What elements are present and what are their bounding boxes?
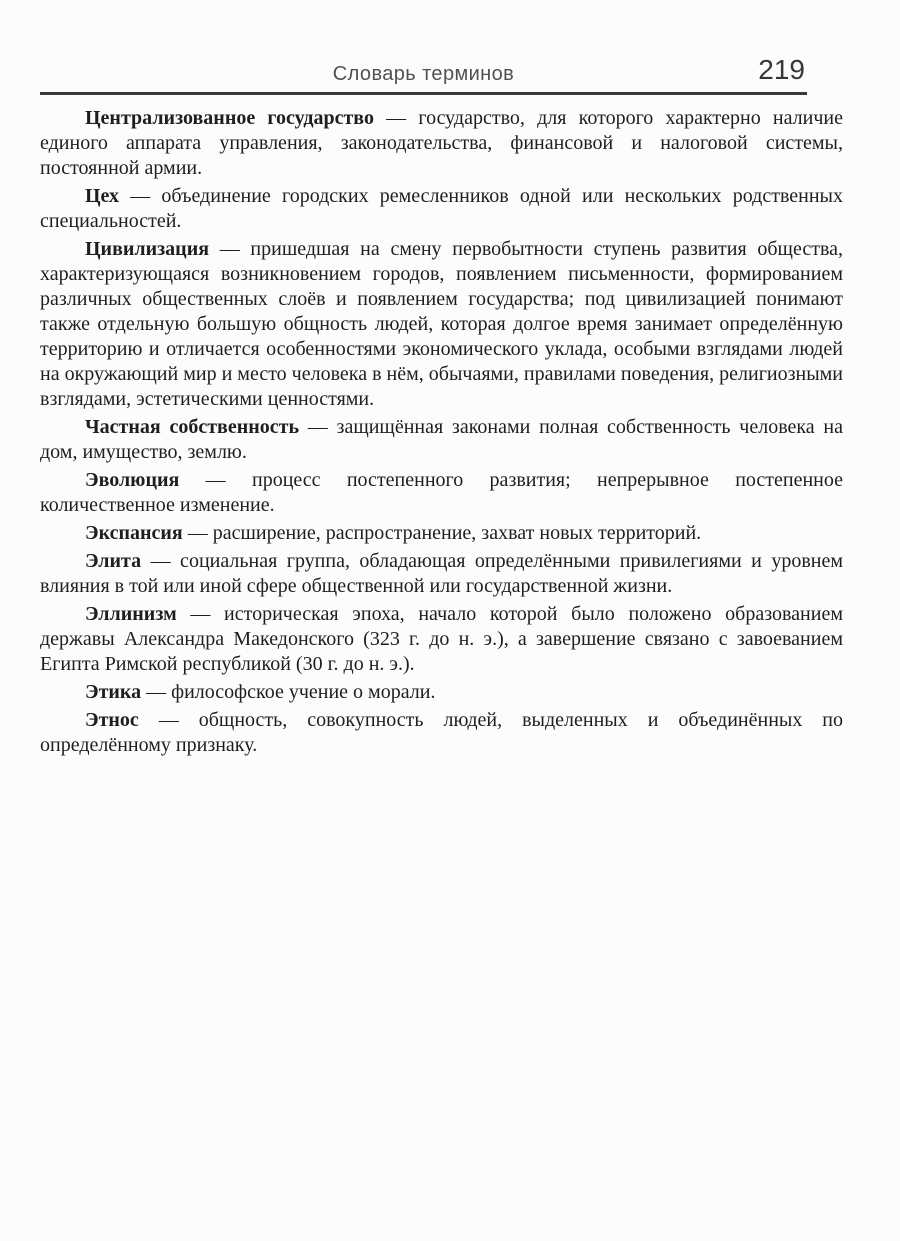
definition: — процесс постепенного развития; непрерывное постепенное количественное изменение. (40, 469, 843, 516)
term: Эволюция (85, 469, 180, 491)
glossary-entry (40, 549, 843, 599)
definition: — философское учение о морали. (146, 681, 436, 703)
definition: — историческая эпоха, начало которой было положено образованием державы Александра Македонского (323 г. до н. э.), а завершение связано с завоеванием Египта Римской республикой (30 г. до н. э.). (40, 603, 843, 675)
term: Элита (85, 550, 142, 572)
glossary-entry (40, 680, 843, 705)
header-title: Словарь терминов (332, 63, 515, 85)
header-divider (40, 92, 807, 95)
term: Цех (85, 185, 120, 207)
definition: — социальная группа, обладающая определёнными привилегиями и уровнем влияния в той или иной сфере общественной или государственной жизни. (40, 550, 843, 597)
term: Частная собственность (85, 416, 300, 438)
glossary-entry (40, 237, 843, 412)
term: Этнос (85, 709, 139, 731)
definition: — государство, для которого характерно наличие единого аппарата управления, законодательства, финансовой и налоговой системы, постоянной армии. (40, 107, 844, 179)
glossary-entry (40, 602, 843, 677)
term: Цивилизация (85, 238, 210, 260)
term: Централизованное государство (85, 107, 374, 129)
glossary-entry (40, 468, 843, 518)
glossary-entry (40, 106, 843, 181)
definition: — защищённая законами полная собственность человека на дом, имущество, землю. (40, 416, 844, 463)
definition: — пришедшая на смену первобытности ступень развития общества, характеризующаяся возникновением городов, появлением письменности, формированием различных общественных слоёв и появлением государства; под цивилизацией понимают также отдельную большую общность людей, которая долгое время занимает определённую территорию и отличается особенностями экономического уклада, особыми взглядами людей на окружающий мир и место человека в нём, обычаями, правилами поведения, религиозными взглядами, эстетическими ценностями. (40, 238, 843, 410)
glossary-entry (40, 521, 843, 546)
glossary-entries (40, 103, 843, 758)
definition: — расширение, распространение, захват новых территорий. (187, 522, 702, 544)
term: Экспансия (85, 522, 183, 544)
term: Этика (85, 681, 142, 703)
term: Эллинизм (85, 603, 177, 625)
glossary-entry (40, 184, 843, 234)
glossary-entry (40, 415, 843, 465)
definition: — объединение городских ремесленников одной или нескольких родственных специальностей. (40, 185, 843, 232)
glossary-entry (40, 708, 843, 758)
page-number: 219 (758, 54, 805, 85)
page-header (40, 56, 807, 92)
definition: — общность, совокупность людей, выделенных и объединённых по определённому признаку. (40, 709, 844, 756)
